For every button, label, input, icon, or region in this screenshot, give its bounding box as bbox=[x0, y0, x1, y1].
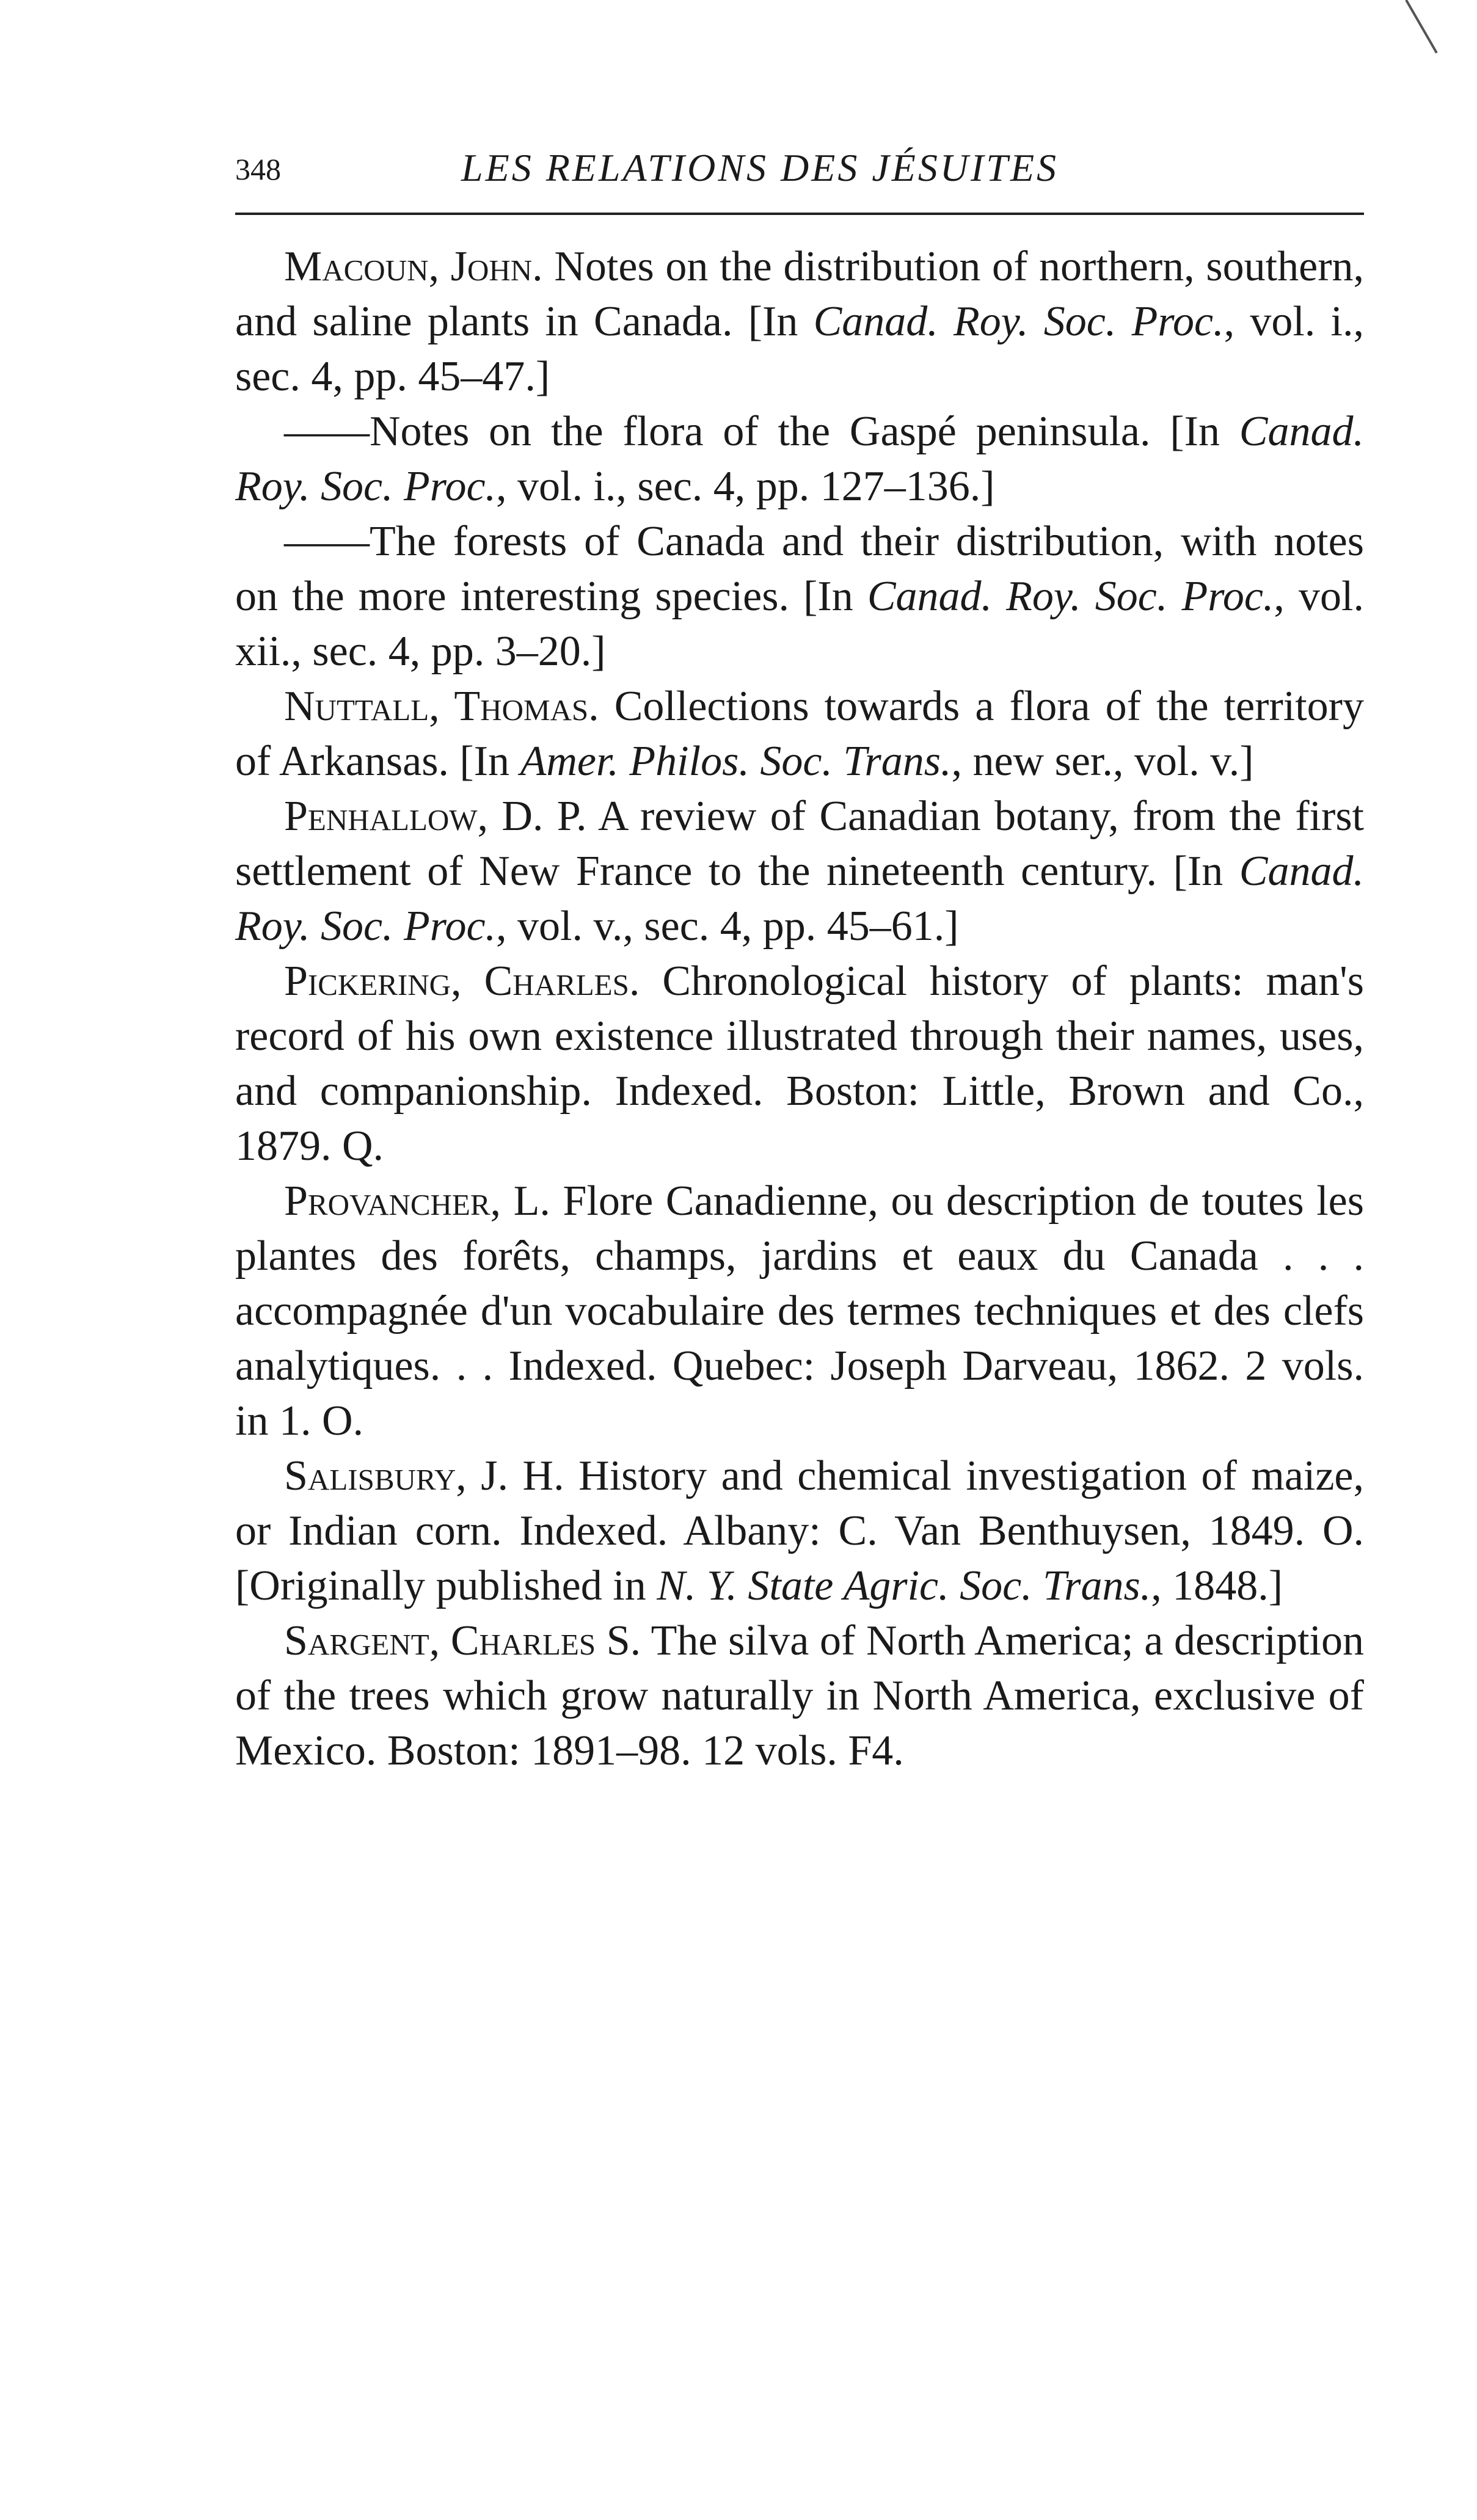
entry-author: Provancher, L. bbox=[284, 1178, 550, 1225]
entry-text: The silva of North America; a description of the trees which grow naturally in North America, exclusive of Mexico. Boston: 1891–98. 12 vols. F4. bbox=[235, 1617, 1364, 1774]
entry-author: Penhallow, D. P. bbox=[284, 793, 587, 840]
entry-source: Canad. Roy. Soc. Proc. bbox=[235, 848, 1364, 950]
entry-author: Sargent, Charles S. bbox=[284, 1617, 641, 1664]
page-header bbox=[235, 145, 1364, 215]
bib-entry bbox=[235, 789, 1364, 954]
entry-text: History and chemical investigation of maize, or Indian corn. Indexed. Albany: C. Van Benthuysen, 1849. O. [Originally published in bbox=[235, 1452, 1365, 1609]
entry-source: Canad. Roy. Soc. Proc. bbox=[867, 573, 1274, 620]
entry-source: N. Y. State Agric. Soc. Trans. bbox=[657, 1562, 1151, 1609]
entry-dash: —— bbox=[284, 518, 370, 565]
scan-mark bbox=[1405, 0, 1437, 54]
entry-tail: , 1848.] bbox=[1151, 1562, 1283, 1609]
entry-text: A review of Canadian botany, from the first settlement of New France to the nineteenth century. [In bbox=[235, 793, 1365, 895]
entry-tail: , vol. xii., sec. 4, pp. 3–20.] bbox=[235, 573, 1364, 675]
entry-tail: , new ser., vol. v.] bbox=[951, 738, 1254, 785]
bib-entry bbox=[235, 1174, 1364, 1449]
running-title: LES RELATIONS DES JÉSUITES bbox=[461, 146, 1059, 189]
entry-source: Canad. Roy. Soc. Proc. bbox=[235, 408, 1364, 510]
entry-tail: , vol. v., sec. 4, pp. 45–61.] bbox=[496, 903, 959, 950]
entry-author: Salisbury, J. H. bbox=[284, 1452, 564, 1499]
entry-source: Canad. Roy. Soc. Proc. bbox=[813, 298, 1224, 345]
entry-text: Collections towards a flora of the territory of Arkansas. [In bbox=[235, 683, 1364, 785]
entry-text: Chronological history of plants: man's record of his own existence illustrated through their names, uses, and companionship. Indexed. Boston: Little, Brown and Co., 1879. Q. bbox=[235, 958, 1364, 1170]
bib-entry bbox=[235, 404, 1364, 514]
page-number: 348 bbox=[235, 152, 281, 186]
entry-author: Nuttall, Thomas. bbox=[284, 683, 599, 730]
bib-entry bbox=[235, 679, 1364, 789]
entry-tail: , vol. i., sec. 4, pp. 45–47.] bbox=[235, 298, 1364, 400]
bibliography-body bbox=[235, 239, 1364, 1779]
entry-source: Amer. Philos. Soc. Trans. bbox=[520, 738, 952, 785]
bib-entry bbox=[235, 1449, 1364, 1614]
entry-dash: —— bbox=[284, 408, 370, 455]
entry-text: Notes on the distribution of northern, southern, and saline plants in Canada. [In bbox=[235, 243, 1365, 345]
entry-author: Macoun, John. bbox=[284, 243, 543, 290]
entry-text: Flore Canadienne, ou description de toutes les plantes des forêts, champs, jardins et eaux du Canada . . . accompagnée d'un vocabulaire des termes techniques et des clefs analytiques. . . Indexed. Quebec: Joseph Darveau, 1862. 2 vols. in 1. O. bbox=[235, 1178, 1364, 1444]
entry-text: Notes on the flora of the Gaspé peninsula. [In bbox=[370, 408, 1239, 455]
entry-author: Pickering, Charles. bbox=[284, 958, 640, 1005]
bib-entry bbox=[235, 514, 1364, 679]
bib-entry bbox=[235, 954, 1364, 1174]
entry-text: The forests of Canada and their distribution, with notes on the more interesting species. [In bbox=[235, 518, 1364, 620]
bib-entry bbox=[235, 239, 1364, 404]
bib-entry bbox=[235, 1614, 1364, 1779]
entry-tail: , vol. i., sec. 4, pp. 127–136.] bbox=[496, 463, 995, 510]
